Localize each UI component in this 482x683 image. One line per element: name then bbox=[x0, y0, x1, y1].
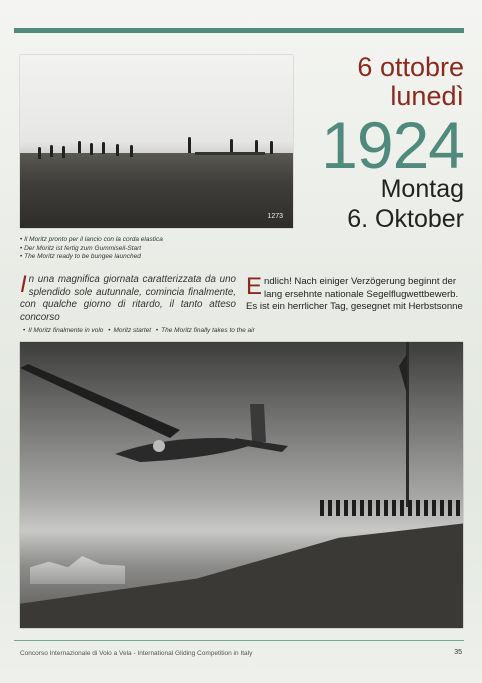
dropcap-german: E bbox=[246, 273, 263, 300]
top-rule bbox=[14, 28, 464, 33]
footer-rule bbox=[14, 640, 464, 641]
caption-italian: • Il Moritz pronto per il lancio con la corda elastica bbox=[20, 236, 163, 245]
photo-ground bbox=[20, 153, 293, 228]
intro-italian-text: n una magnifica giornata caratterizzata da uno splendido sole autunnale, comincia finalmente, con qualche giorno di ritardo, il tanto atteso concorso bbox=[20, 274, 236, 323]
date-italian-day: 6 ottobre bbox=[357, 52, 464, 82]
glider-tail bbox=[250, 404, 266, 442]
photo-figure bbox=[78, 141, 81, 153]
photo-figure bbox=[38, 147, 41, 159]
date-german-weekday: Montag bbox=[380, 175, 464, 203]
intro-german bbox=[246, 273, 464, 314]
glider-emblem bbox=[153, 440, 165, 452]
caption-english: • The Moritz ready to be bungee launched bbox=[20, 253, 163, 262]
footer-title: Concorso Internazionale di Volo a Vela - International Gliding Competition in Italy bbox=[20, 650, 253, 657]
photo-glider-launch bbox=[20, 55, 293, 228]
dropcap-italian: I bbox=[20, 271, 27, 298]
photo-figure bbox=[130, 145, 133, 157]
date-italian-weekday: lunedì bbox=[390, 81, 464, 111]
photo-glider bbox=[195, 152, 265, 155]
photo-crowd bbox=[320, 500, 460, 516]
photo1-captions bbox=[20, 236, 163, 262]
caption-english: The Moritz finally takes to the air bbox=[161, 327, 255, 334]
photo-figure bbox=[116, 144, 119, 156]
photo-figure bbox=[90, 143, 93, 155]
year-title: 1924 bbox=[321, 108, 464, 182]
caption-german: • Der Moritz ist fertig zum Gummiseil-Start bbox=[20, 245, 163, 254]
photo-glider-in-flight bbox=[20, 342, 463, 628]
glider-wing bbox=[20, 364, 180, 438]
page-number: 35 bbox=[454, 649, 462, 656]
photo-figure bbox=[50, 145, 53, 157]
photo-figure bbox=[62, 146, 65, 158]
intro-german-text: ndlich! Nach einiger Verzögerung beginnt der lang ersehnte nationale Segelflugwettbewerb. Es ist ein herrlicher Tag, gesegnet mit Herbstsonne bbox=[246, 276, 463, 312]
photo-figure bbox=[102, 142, 105, 154]
intro-italian bbox=[20, 271, 236, 324]
date-german-day: 6. Oktober bbox=[347, 205, 464, 233]
photo-figure bbox=[270, 141, 273, 154]
photo-number: 1273 bbox=[267, 213, 283, 220]
photo2-captions: • Il Moritz finalmente in volo • Moritz startet • The Moritz finally takes to the air bbox=[23, 327, 255, 334]
caption-italian: Il Moritz finalmente in volo bbox=[28, 327, 104, 334]
photo-figure bbox=[188, 137, 191, 153]
caption-german: Moritz startet bbox=[113, 327, 152, 334]
